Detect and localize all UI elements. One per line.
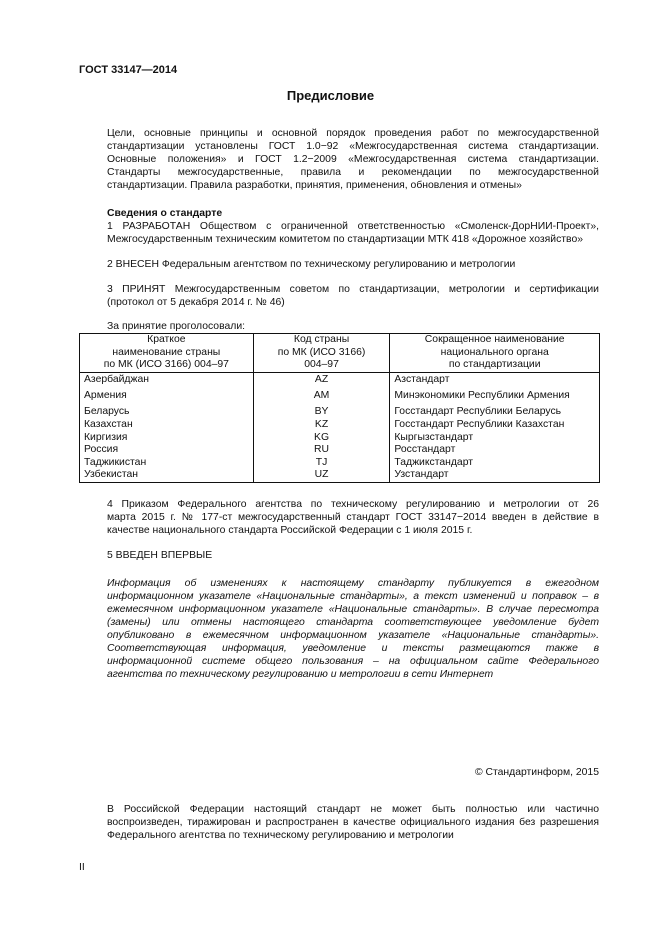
text-line: В Российской Федерации настоящий стандарт не может быть полностью или частично: [107, 804, 599, 815]
country-cell: Киргизия: [80, 432, 254, 445]
voting-caption-text: За принятие проголосовали:: [107, 321, 246, 332]
text-line: ежемесячном информационном указателе «Национальные стандарты». В случае пересмотра: [107, 604, 599, 615]
text-line: 2 ВНЕСЕН Федеральным агентством по техническому регулированию и метрологии: [107, 259, 516, 270]
text-line: марта 2015 г. № 177-ст межгосударственный стандарт ГОСТ 33147−2014 введен в действие в: [107, 512, 599, 523]
text-line: стандартизации. Правила разработки, принятия, применения, обновления и отмены»: [107, 180, 522, 191]
table-header-row: [80, 334, 600, 373]
text-line: (протокол от 5 декабря 2014 г. № 46): [107, 297, 285, 308]
item-3-adopted: [79, 283, 599, 309]
table-row: [80, 386, 600, 406]
intro-paragraph: [79, 127, 599, 192]
header-line: национального органа: [440, 346, 549, 358]
body-cell: Таджикстандарт: [390, 457, 600, 470]
code-cell: AZ: [253, 372, 390, 386]
page-number: II: [79, 862, 85, 873]
text-line: Цели, основные принципы и основной порядок проведения работ по межгосударственной: [107, 128, 599, 139]
body-cell: Минэкономики Республики Армения: [390, 386, 600, 406]
header-line: Код страны: [293, 334, 350, 345]
table-row: [80, 469, 600, 482]
info-heading: [79, 207, 599, 220]
copyright-notice: © Стандартинформ, 2015: [474, 767, 599, 778]
item-5-first-introduced: [79, 549, 599, 562]
text-line: информационном указателе «Национальные стандарты», а текст изменений и поправок – в: [107, 591, 599, 602]
header-country-code: [253, 334, 390, 373]
country-cell: Беларусь: [80, 406, 254, 419]
country-cell: Азербайджан: [80, 372, 254, 386]
item-1-developed: [79, 220, 599, 246]
country-cell: Россия: [80, 444, 254, 457]
code-cell: RU: [253, 444, 390, 457]
table-row: [80, 444, 600, 457]
table-row: [80, 406, 600, 419]
text-line: Основные положения» и ГОСТ 1.2−2009 «Межгосударственная система стандартизации.: [107, 154, 599, 165]
text-line: воспроизведен, тиражирован и распространен в качестве официального издания без разрешения: [107, 817, 599, 828]
body-cell: Азстандарт: [390, 372, 600, 386]
header-line: наименование страны: [112, 346, 221, 358]
code-cell: AM: [253, 386, 390, 406]
header-country-name: [80, 334, 254, 373]
body-cell: Росстандарт: [390, 444, 600, 457]
code-cell: KZ: [253, 419, 390, 432]
country-cell: Узбекистан: [80, 469, 254, 482]
code-cell: TJ: [253, 457, 390, 470]
text-line: 5 ВВЕДЕН ВПЕРВЫЕ: [107, 550, 213, 561]
page-title: Предисловие: [286, 88, 375, 103]
text-line: 4 Приказом Федерального агентства по техническому регулированию и метрологии от 26: [107, 499, 599, 510]
country-cell: Казахстан: [80, 419, 254, 432]
header-line: по стандартизации: [448, 359, 541, 371]
table-row: [80, 372, 600, 386]
text-line: Федерального агентства по техническому регулированию и метрологии: [107, 830, 454, 841]
item-2-introduced: [79, 258, 599, 271]
changes-notice: [79, 577, 599, 681]
header-line: Сокращенное наименование: [424, 334, 565, 345]
header-line: по МК (ИСО 3166) 004–97: [103, 359, 229, 371]
info-heading-text: Сведения о стандарте: [107, 208, 223, 219]
code-cell: BY: [253, 406, 390, 419]
code-cell: UZ: [253, 469, 390, 482]
text-line: агентства по техническому регулированию и метрологии в сети Интернет: [107, 669, 494, 680]
text-line: Соответствующая информация, уведомление и тексты размещаются также в: [107, 643, 599, 654]
text-line: стандартизации установлены ГОСТ 1.0−92 «Межгосударственная система стандартизации.: [107, 141, 599, 152]
text-line: качестве национального стандарта Российской Федерации с 1 июля 2015 г.: [107, 525, 473, 536]
header-line: Краткое: [147, 334, 186, 345]
table-row: [80, 419, 600, 432]
text-line: Стандарты межгосударственные, правила и рекомендации по межгосударственной: [107, 167, 599, 178]
body-cell: Госстандарт Республики Казахстан: [390, 419, 600, 432]
rights-paragraph: [79, 803, 599, 842]
header-national-body: [390, 334, 600, 373]
text-line: Межгосударственным техническим комитетом по стандартизации МТК 418 «Дорожное хозяйство»: [107, 234, 584, 245]
text-line: Информация об изменениях к настоящему стандарту публикуется в ежегодном: [107, 578, 599, 589]
text-line: 1 РАЗРАБОТАН Обществом с ограниченной ответственностью «Смоленск-ДорНИИ-Проект»,: [107, 221, 599, 232]
country-cell: Армения: [80, 386, 254, 406]
text-line: 3 ПРИНЯТ Межгосударственным советом по стандартизации, метрологии и сертификации: [107, 284, 599, 295]
voting-caption: [79, 320, 599, 333]
header-line: 004–97: [304, 359, 339, 371]
body-cell: Госстандарт Республики Беларусь: [390, 406, 600, 419]
body-cell: Узстандарт: [390, 469, 600, 482]
text-line: информационной системе общего пользования – на официальном сайте Федерального: [107, 656, 599, 667]
header-line: по МК (ИСО 3166): [277, 346, 366, 358]
code-cell: KG: [253, 432, 390, 445]
item-4-order: [79, 498, 599, 537]
table-row: [80, 457, 600, 470]
text-line: опубликовано в ежемесячном информационном указателе «Национальные стандарты».: [107, 630, 599, 641]
body-cell: Кыргызстандарт: [390, 432, 600, 445]
text-line: (замены) или отмены настоящего стандарта соответствующее уведомление будет: [107, 617, 599, 628]
voting-table: [79, 333, 600, 483]
table-row: [80, 432, 600, 445]
country-cell: Таджикистан: [80, 457, 254, 470]
standard-code-header: ГОСТ 33147—2014: [79, 64, 178, 76]
